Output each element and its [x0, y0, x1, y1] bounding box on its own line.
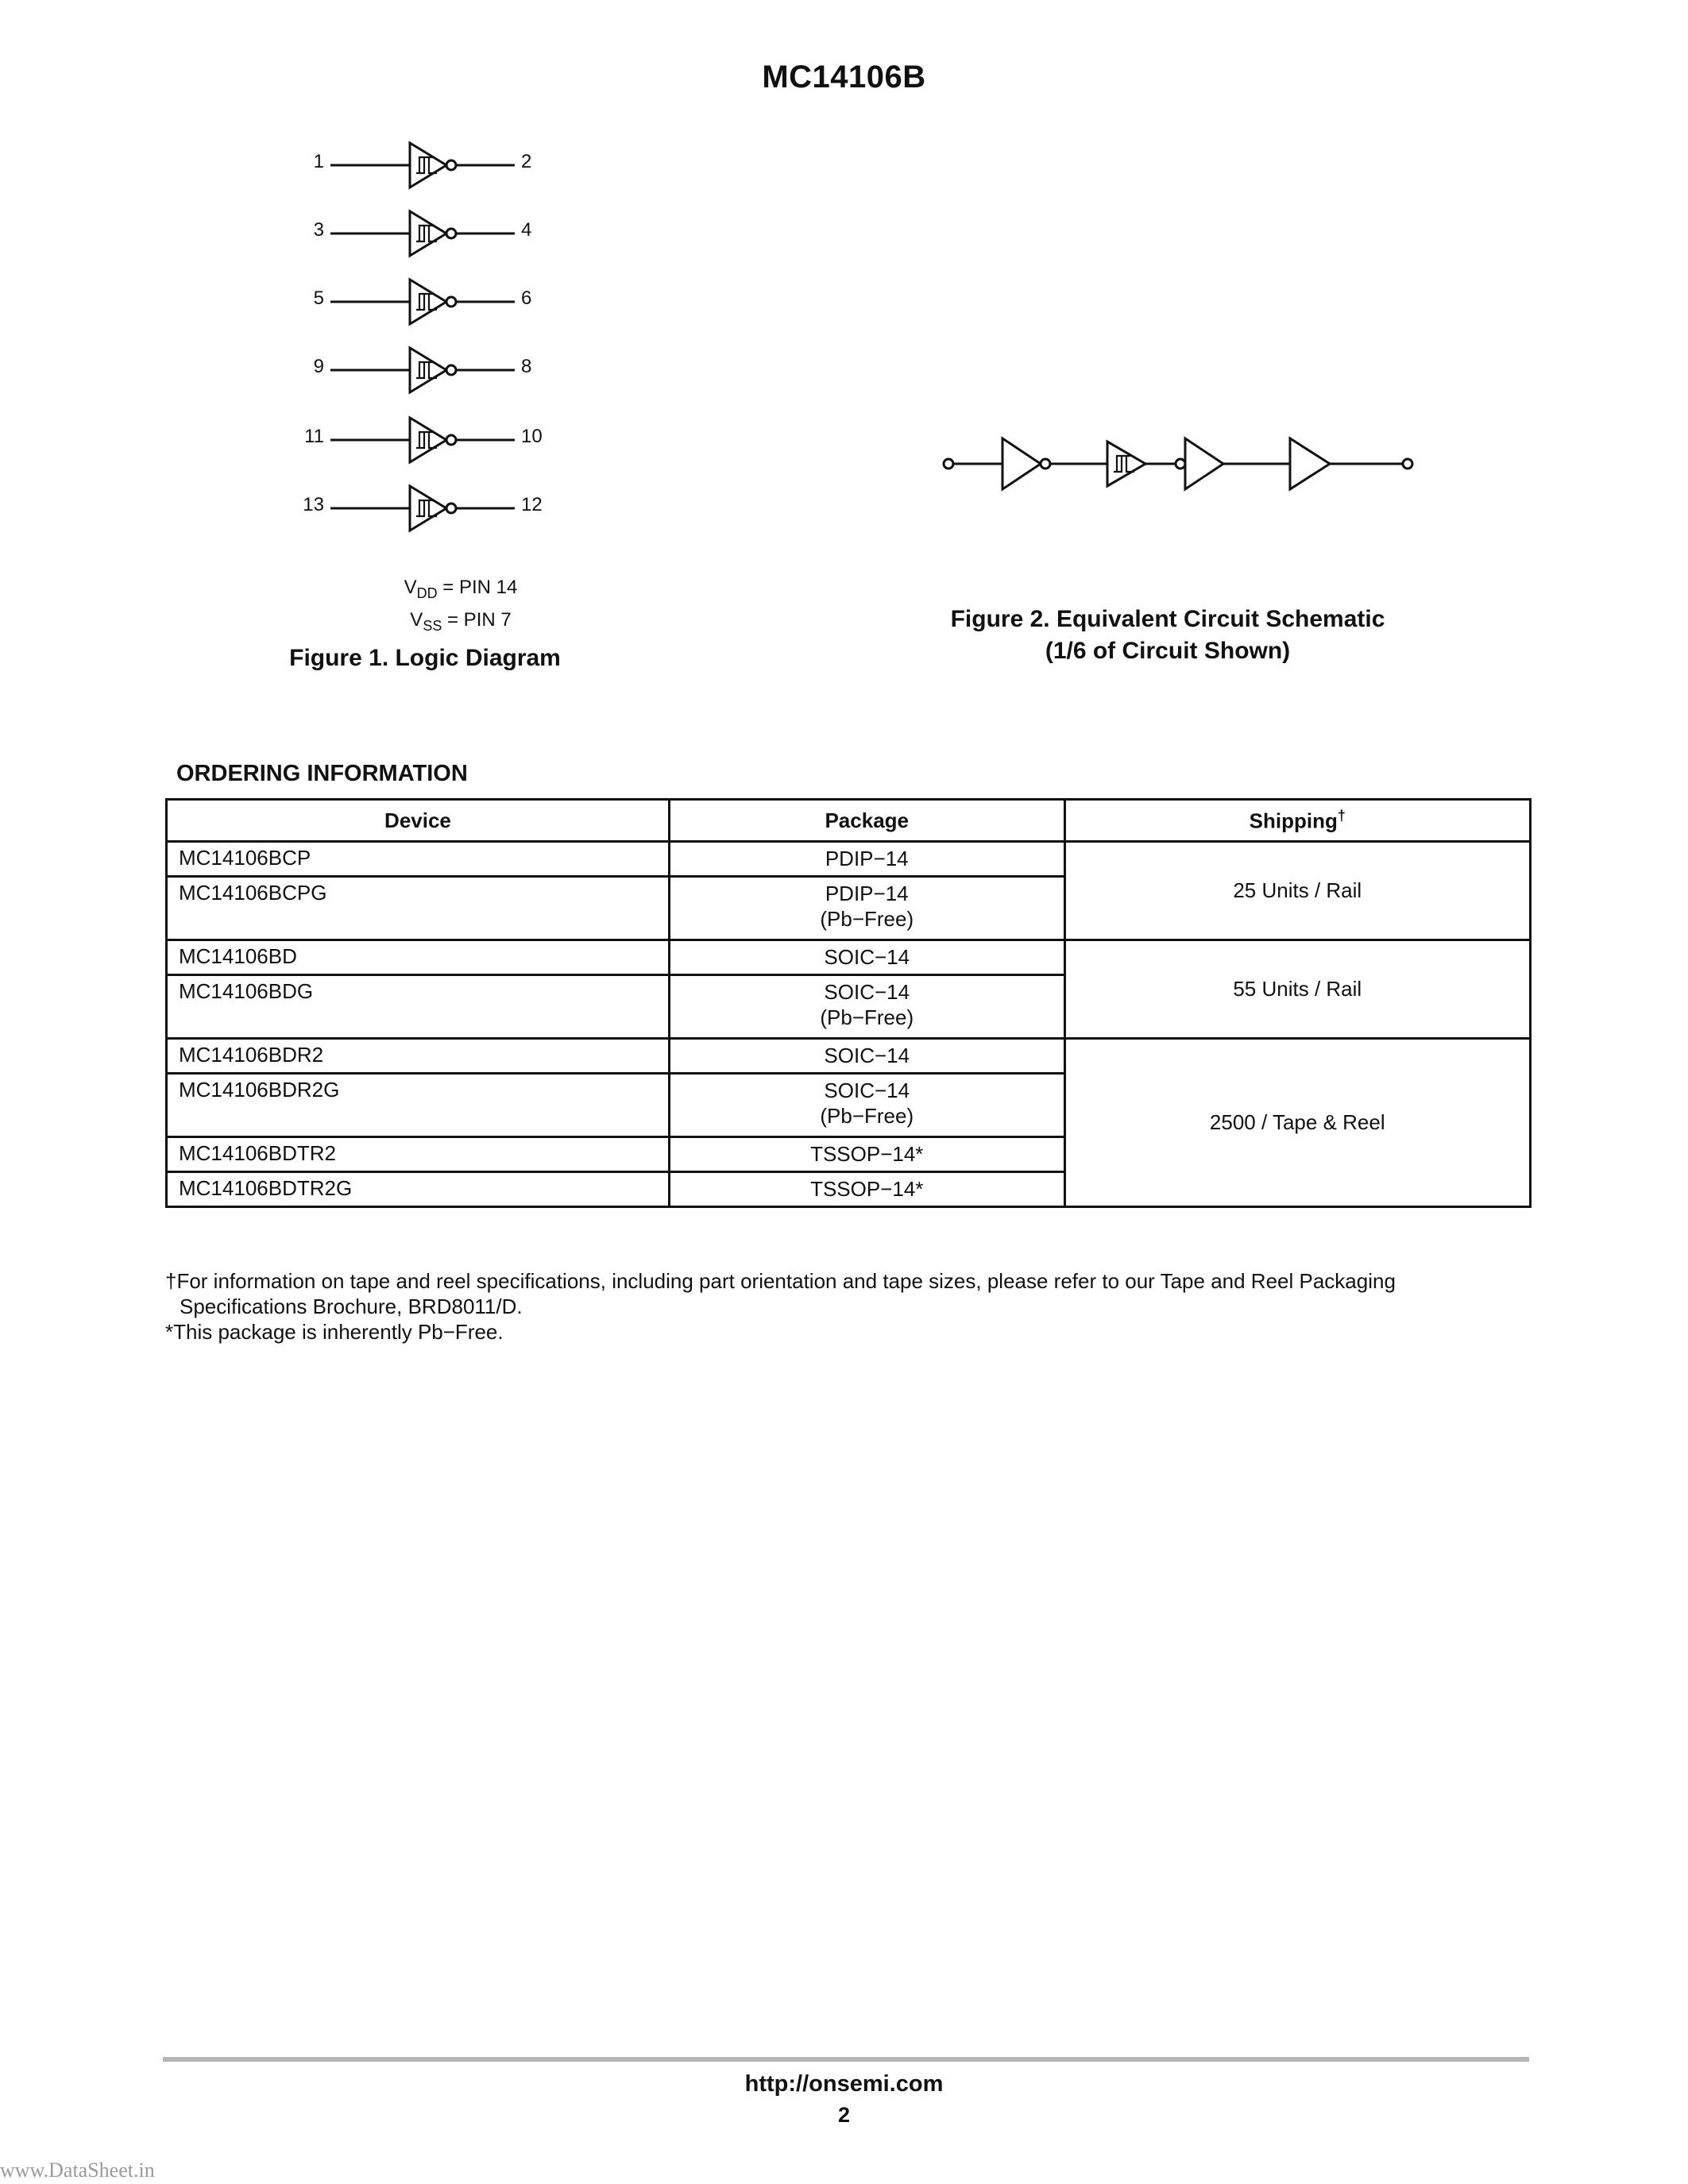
shipping-header: Shipping†	[1064, 800, 1530, 842]
equivalent-circuit-schematic	[937, 429, 1430, 500]
device-header: Device	[167, 800, 670, 842]
logic-diagram	[286, 133, 620, 634]
output-pin-label: 10	[521, 426, 543, 447]
gate-row	[286, 133, 588, 197]
page-title: MC14106B	[762, 60, 926, 95]
schmitt-inverter-icon	[330, 133, 520, 197]
figure1-caption: Figure 1. Logic Diagram	[289, 645, 561, 671]
ordering-info-title: ORDERING INFORMATION	[176, 761, 468, 786]
output-pin-label: 12	[521, 494, 543, 515]
output-pin-label: 6	[521, 287, 532, 309]
inverter-icon	[1290, 438, 1330, 489]
device-cell: MC14106BDTR2G	[167, 1172, 670, 1207]
footnote-pb-free: *This package is inherently Pb−Free.	[165, 1320, 504, 1344]
package-cell: SOIC−14	[669, 1039, 1064, 1074]
input-pin-label: 13	[303, 494, 324, 515]
input-pin-label: 11	[304, 426, 324, 447]
vdd-pin-note: $V_{DD}$ = PIN 14	[404, 577, 518, 601]
device-cell: MC14106BDR2	[167, 1039, 670, 1074]
footer-url-link[interactable]: http://onsemi.com	[744, 2071, 944, 2097]
schmitt-inverter-icon	[330, 270, 520, 334]
vss-pin-note: $V_{SS}$ = PIN 7	[410, 608, 512, 634]
watermark: www.DataSheet.in	[0, 2159, 155, 2182]
page-number: 2	[837, 2103, 851, 2127]
gate-row	[286, 408, 588, 472]
schmitt-inverter-icon	[330, 202, 520, 265]
shipping-cell: 25 Units / Rail	[1064, 842, 1530, 940]
device-cell: MC14106BDG	[167, 975, 670, 1039]
input-pin-label: 3	[313, 219, 324, 241]
package-cell: TSSOP−14*	[669, 1172, 1064, 1207]
input-pin-label: 1	[313, 151, 324, 172]
package-cell: TSSOP−14*	[669, 1137, 1064, 1172]
shipping-cell: 2500 / Tape & Reel	[1064, 1039, 1530, 1207]
power-pins-note	[334, 574, 588, 639]
output-pin-label: 8	[521, 356, 532, 377]
footnote-shipping: †For information on tape and reel specifications, including part orientation and tape sizes, please refer to our Tape and Reel Packaging Specifications Brochure, BRD8011/D.	[165, 1269, 1396, 1318]
package-cell: SOIC−14	[669, 940, 1064, 975]
schmitt-inverter-icon	[330, 408, 520, 472]
inverter-icon	[1185, 438, 1223, 489]
shipping-cell: 55 Units / Rail	[1064, 940, 1530, 1039]
figure2-caption-line2: (1/6 of Circuit Shown)	[1045, 638, 1291, 664]
footer-divider	[163, 2057, 1529, 2062]
table-header-row	[167, 800, 1531, 842]
gate-row	[286, 202, 588, 265]
device-cell: MC14106BCPG	[167, 877, 670, 940]
input-pin-label: 5	[313, 287, 324, 309]
input-pin-label: 9	[313, 356, 324, 377]
gate-row	[286, 270, 588, 334]
package-cell: PDIP−14 (Pb−Free)	[669, 877, 1064, 940]
table-footnotes	[165, 1268, 1532, 1345]
package-cell: SOIC−14 (Pb−Free)	[669, 1074, 1064, 1137]
device-cell: MC14106BDR2G	[167, 1074, 670, 1137]
figure2-caption-line1: Figure 2. Equivalent Circuit Schematic	[950, 606, 1385, 632]
gate-row	[286, 338, 588, 402]
package-cell: PDIP−14	[669, 842, 1064, 877]
output-pin-label: 2	[521, 151, 532, 172]
package-header: Package	[669, 800, 1064, 842]
device-cell: MC14106BDTR2	[167, 1137, 670, 1172]
table-row	[167, 842, 1531, 877]
table-row	[167, 940, 1531, 975]
schmitt-inverter-icon	[330, 477, 520, 540]
schmitt-inverter-icon	[330, 338, 520, 402]
output-pin-label: 4	[521, 219, 532, 241]
figure2-caption	[898, 604, 1438, 667]
gate-row	[286, 477, 588, 540]
ordering-table	[165, 798, 1532, 1208]
device-cell: MC14106BD	[167, 940, 670, 975]
device-cell: MC14106BCP	[167, 842, 670, 877]
package-cell: SOIC−14 (Pb−Free)	[669, 975, 1064, 1039]
table-row	[167, 1039, 1531, 1074]
inverter-icon	[1002, 438, 1041, 489]
